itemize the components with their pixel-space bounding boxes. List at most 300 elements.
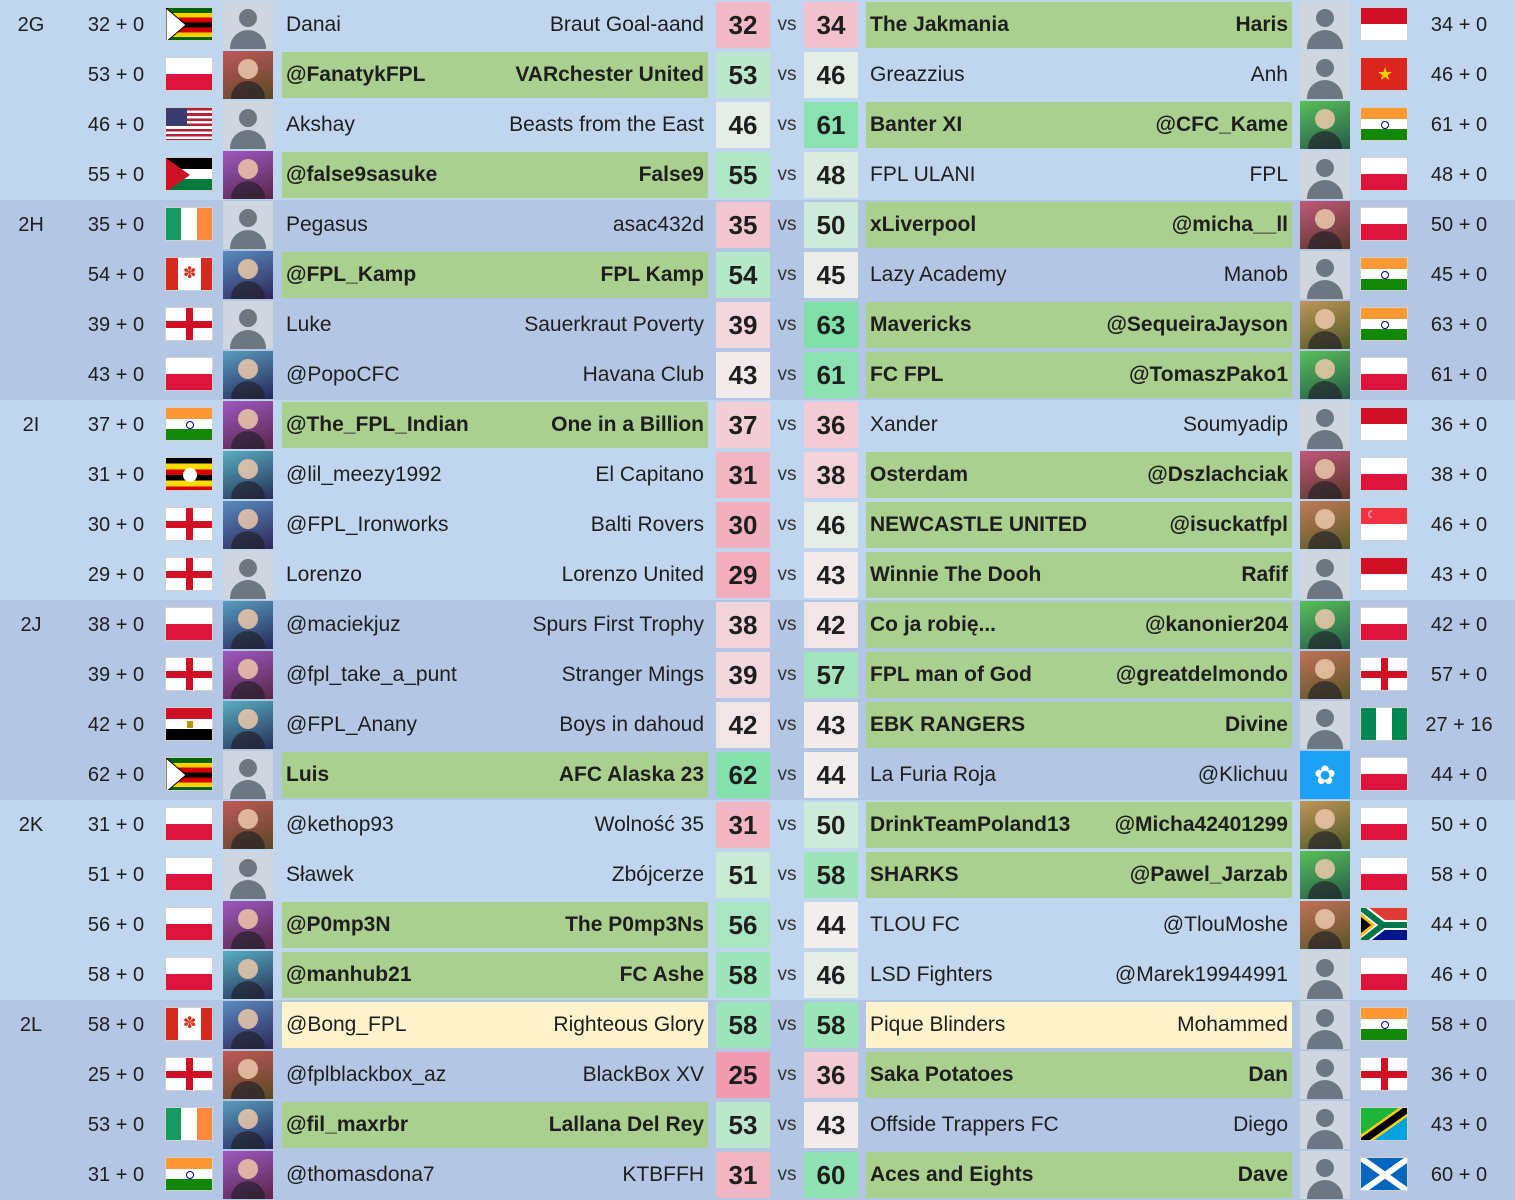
left-score: 39 <box>716 652 770 698</box>
right-team-name: Lazy Academy <box>870 263 1007 286</box>
left-manager-name: @FPL_Anany <box>286 713 418 736</box>
default-avatar <box>223 851 273 899</box>
left-team-name: El Capitano <box>595 463 704 486</box>
left-manager-name: Lorenzo <box>286 563 362 586</box>
left-score: 58 <box>716 952 770 998</box>
photo-avatar <box>223 501 273 549</box>
left-team-name: Havana Club <box>582 363 704 386</box>
left-team-name: Balti Rovers <box>590 513 704 536</box>
right-points: 45 + 0 <box>1430 264 1488 286</box>
right-score: 61 <box>804 102 858 148</box>
left-points: 51 + 0 <box>87 864 145 886</box>
left-team-name: FC Ashe <box>619 963 704 986</box>
left-manager-name: @FanatykFPL <box>286 63 426 86</box>
right-score: 44 <box>804 752 858 798</box>
photo-avatar <box>223 601 273 649</box>
left-score: 62 <box>716 752 770 798</box>
vs-separator: vs <box>777 914 797 935</box>
left-points: 42 + 0 <box>87 714 145 736</box>
left-score: 31 <box>716 452 770 498</box>
vs-separator: vs <box>777 164 797 185</box>
right-points: 36 + 0 <box>1430 414 1488 436</box>
left-points: 58 + 0 <box>87 964 145 986</box>
left-points: 43 + 0 <box>87 364 145 386</box>
left-team-name: Boys in dahoud <box>559 713 704 736</box>
left-manager-name: @fplblackbox_az <box>286 1063 447 1086</box>
left-team-name: The P0mp3Ns <box>565 913 704 936</box>
left-manager-name: Sławek <box>286 863 354 886</box>
vs-separator: vs <box>777 664 797 685</box>
right-points: 34 + 0 <box>1430 14 1488 36</box>
right-manager-name: Soumyadip <box>1182 413 1288 436</box>
left-points: 58 + 0 <box>87 1014 145 1036</box>
match-row <box>0 850 1515 900</box>
india-flag-icon <box>1360 107 1408 141</box>
left-team-name: asac432d <box>612 213 704 236</box>
left-manager-name: Luis <box>286 763 330 786</box>
photo-avatar <box>223 901 273 949</box>
photo-avatar <box>223 701 273 749</box>
left-score: 37 <box>716 402 770 448</box>
england-flag-icon <box>165 657 213 691</box>
match-row <box>0 50 1515 100</box>
right-team-name: FPL ULANI <box>870 163 976 186</box>
default-avatar <box>223 201 273 249</box>
vs-separator: vs <box>777 814 797 835</box>
left-team-name: Braut Goal-aand <box>549 13 704 36</box>
right-entry <box>866 702 1292 748</box>
right-manager-name: Haris <box>1235 13 1288 36</box>
left-points: 53 + 0 <box>87 1114 145 1136</box>
left-manager-name: @Bong_FPL <box>286 1013 407 1036</box>
right-entry <box>866 1052 1292 1098</box>
match-row <box>0 950 1515 1000</box>
left-entry <box>282 402 708 448</box>
match-row <box>0 800 1515 850</box>
left-entry <box>282 1102 708 1148</box>
match-row <box>0 650 1515 700</box>
left-score: 55 <box>716 152 770 198</box>
photo-avatar <box>1300 451 1350 499</box>
right-manager-name: Diego <box>1233 1113 1288 1136</box>
left-points: 46 + 0 <box>87 114 145 136</box>
match-row <box>0 750 1515 800</box>
left-entry <box>282 952 708 998</box>
right-score: 61 <box>804 352 858 398</box>
photo-avatar <box>223 801 273 849</box>
right-score: 36 <box>804 1052 858 1098</box>
photo-avatar <box>1300 851 1350 899</box>
right-manager-name: @Dszlachciak <box>1147 463 1288 486</box>
left-team-name: Beasts from the East <box>509 113 704 136</box>
photo-avatar <box>1300 651 1350 699</box>
poland-flag-icon <box>1360 157 1408 191</box>
right-points: 46 + 0 <box>1430 964 1488 986</box>
default-avatar <box>1300 1001 1350 1049</box>
left-score: 31 <box>716 1152 770 1198</box>
right-team-name: Greazzius <box>870 63 965 86</box>
right-score: 58 <box>804 1002 858 1048</box>
england-flag-icon <box>1360 657 1408 691</box>
left-entry <box>282 102 708 148</box>
default-avatar <box>1300 551 1350 599</box>
vs-separator: vs <box>777 264 797 285</box>
right-score: 50 <box>804 202 858 248</box>
right-score: 46 <box>804 52 858 98</box>
right-points: 36 + 0 <box>1430 1064 1488 1086</box>
right-entry <box>866 252 1292 298</box>
left-entry <box>282 702 708 748</box>
left-team-name: Righteous Glory <box>553 1013 704 1036</box>
left-manager-name: @FPL_Kamp <box>286 263 417 286</box>
left-points: 32 + 0 <box>87 14 145 36</box>
left-manager-name: @kethop93 <box>286 813 394 836</box>
left-team-name: One in a Billion <box>551 413 704 436</box>
photo-avatar <box>223 401 273 449</box>
right-manager-name: Dave <box>1237 1163 1288 1186</box>
photo-avatar <box>223 1001 273 1049</box>
vs-separator: vs <box>777 764 797 785</box>
left-entry <box>282 452 708 498</box>
scotland-flag-icon <box>1360 1157 1408 1191</box>
tanzania-flag-icon <box>1360 1107 1408 1141</box>
left-entry <box>282 252 708 298</box>
right-points: 50 + 0 <box>1430 814 1488 836</box>
vs-separator: vs <box>777 1114 797 1135</box>
left-score: 31 <box>716 802 770 848</box>
right-team-name: La Furia Roja <box>870 763 997 786</box>
vs-separator: vs <box>777 464 797 485</box>
left-manager-name: Danai <box>286 13 341 36</box>
right-entry <box>866 902 1292 948</box>
left-manager-name: @fil_maxrbr <box>286 1113 409 1136</box>
default-avatar <box>223 551 273 599</box>
left-points: 35 + 0 <box>87 214 145 236</box>
left-points: 56 + 0 <box>87 914 145 936</box>
left-team-name: False9 <box>638 163 704 186</box>
right-team-name: Winnie The Dooh <box>870 563 1042 586</box>
right-points: 43 + 0 <box>1430 564 1488 586</box>
right-manager-name: @CFC_Kame <box>1155 113 1288 136</box>
photo-avatar <box>1300 801 1350 849</box>
left-entry <box>282 652 708 698</box>
india-flag-icon <box>165 1157 213 1191</box>
left-points: 54 + 0 <box>87 264 145 286</box>
nigeria-flag-icon <box>1360 707 1408 741</box>
poland-flag-icon <box>165 907 213 941</box>
right-entry <box>866 752 1292 798</box>
right-score: 46 <box>804 502 858 548</box>
right-score: 36 <box>804 402 858 448</box>
left-entry <box>282 752 708 798</box>
match-row <box>0 1100 1515 1150</box>
vs-separator: vs <box>777 414 797 435</box>
left-score: 43 <box>716 352 770 398</box>
left-manager-name: @false9sasuke <box>286 163 438 186</box>
vs-separator: vs <box>777 864 797 885</box>
right-score: 43 <box>804 552 858 598</box>
left-entry <box>282 902 708 948</box>
poland-flag-icon <box>165 57 213 91</box>
right-manager-name: @isuckatfpl <box>1169 513 1288 536</box>
right-points: 27 + 16 <box>1425 714 1493 736</box>
right-team-name: FPL man of God <box>870 663 1032 686</box>
left-team-name: Lorenzo United <box>561 563 704 586</box>
left-points: 39 + 0 <box>87 664 145 686</box>
singapore-flag-icon: ☾ <box>1360 507 1408 541</box>
right-manager-name: FPL <box>1249 163 1288 186</box>
right-entry <box>866 502 1292 548</box>
right-manager-name: @TomaszPako1 <box>1129 363 1288 386</box>
right-manager-name: @greatdelmondo <box>1115 663 1288 686</box>
right-entry <box>866 452 1292 498</box>
default-avatar <box>1300 1101 1350 1149</box>
poland-flag-icon <box>165 607 213 641</box>
right-team-name: FC FPL <box>870 363 944 386</box>
left-manager-name: Luke <box>286 313 332 336</box>
poland-flag-icon <box>1360 757 1408 791</box>
left-manager-name: @lil_meezy1992 <box>286 463 442 486</box>
default-avatar <box>1300 401 1350 449</box>
vs-separator: vs <box>777 714 797 735</box>
photo-avatar <box>1300 901 1350 949</box>
right-points: 46 + 0 <box>1430 514 1488 536</box>
match-row <box>0 600 1515 650</box>
default-avatar <box>223 751 273 799</box>
right-score: 45 <box>804 252 858 298</box>
england-flag-icon <box>165 507 213 541</box>
right-score: 57 <box>804 652 858 698</box>
left-score: 39 <box>716 302 770 348</box>
left-entry <box>282 802 708 848</box>
left-team-name: Zbójcerze <box>611 863 704 886</box>
left-points: 30 + 0 <box>87 514 145 536</box>
left-team-name: Sauerkraut Poverty <box>524 313 704 336</box>
right-score: 43 <box>804 1102 858 1148</box>
match-row <box>0 300 1515 350</box>
right-points: 38 + 0 <box>1430 464 1488 486</box>
group-label: 2H <box>18 214 44 236</box>
england-flag-icon <box>165 1057 213 1091</box>
right-points: 63 + 0 <box>1430 314 1488 336</box>
left-manager-name: @maciekjuz <box>286 613 401 636</box>
match-row <box>0 250 1515 300</box>
right-manager-name: @Micha42401299 <box>1114 813 1288 836</box>
photo-avatar <box>1300 201 1350 249</box>
right-manager-name: @SequeiraJayson <box>1106 313 1288 336</box>
right-team-name: Banter XI <box>870 113 963 136</box>
england-flag-icon <box>1360 1057 1408 1091</box>
match-row <box>0 500 1515 550</box>
right-score: 60 <box>804 1152 858 1198</box>
left-entry <box>282 52 708 98</box>
uganda-flag-icon <box>165 457 213 491</box>
right-entry <box>866 152 1292 198</box>
left-manager-name: Pegasus <box>286 213 368 236</box>
right-team-name: Pique Blinders <box>870 1013 1006 1036</box>
right-manager-name: Rafif <box>1241 563 1288 586</box>
right-entry <box>866 202 1292 248</box>
left-entry <box>282 852 708 898</box>
default-avatar <box>223 101 273 149</box>
poland-flag-icon <box>165 957 213 991</box>
left-manager-name: @PopoCFC <box>286 363 400 386</box>
default-avatar <box>1300 51 1350 99</box>
group-label: 2J <box>20 614 42 636</box>
default-avatar <box>223 301 273 349</box>
right-manager-name: Anh <box>1250 63 1288 86</box>
right-manager-name: @Klichuu <box>1197 763 1288 786</box>
default-avatar <box>1300 701 1350 749</box>
left-score: 29 <box>716 552 770 598</box>
match-row <box>0 900 1515 950</box>
left-score: 51 <box>716 852 770 898</box>
right-manager-name: @Marek19944991 <box>1114 963 1288 986</box>
match-row <box>0 550 1515 600</box>
vs-separator: vs <box>777 14 797 35</box>
left-score: 56 <box>716 902 770 948</box>
right-team-name: The Jakmania <box>870 13 1009 36</box>
india-flag-icon <box>1360 1007 1408 1041</box>
poland-flag-icon <box>165 857 213 891</box>
default-avatar <box>1300 151 1350 199</box>
right-points: 44 + 0 <box>1430 914 1488 936</box>
poland-flag-icon <box>1360 857 1408 891</box>
right-team-name: SHARKS <box>870 863 959 886</box>
right-manager-name: @kanonier204 <box>1144 613 1288 636</box>
right-team-name: Offside Trappers FC <box>870 1113 1059 1136</box>
right-points: 58 + 0 <box>1430 1014 1488 1036</box>
left-team-name: FPL Kamp <box>600 263 704 286</box>
right-team-name: EBK RANGERS <box>870 713 1026 736</box>
match-row <box>0 1000 1515 1050</box>
south-africa-flag-icon <box>1360 907 1408 941</box>
india-flag-icon <box>1360 257 1408 291</box>
left-manager-name: Akshay <box>286 113 355 136</box>
right-entry <box>866 952 1292 998</box>
poland-flag-icon <box>1360 457 1408 491</box>
right-points: 61 + 0 <box>1430 364 1488 386</box>
photo-avatar <box>223 951 273 999</box>
left-score: 53 <box>716 52 770 98</box>
right-entry <box>866 52 1292 98</box>
right-score: 38 <box>804 452 858 498</box>
match-row <box>0 100 1515 150</box>
right-team-name: Mavericks <box>870 313 972 336</box>
right-entry <box>866 352 1292 398</box>
right-entry <box>866 402 1292 448</box>
photo-avatar <box>223 1101 273 1149</box>
default-avatar <box>1300 1051 1350 1099</box>
right-entry <box>866 2 1292 48</box>
vs-separator: vs <box>777 214 797 235</box>
vs-separator: vs <box>777 114 797 135</box>
left-score: 38 <box>716 602 770 648</box>
twitter-avatar: ✿ <box>1300 751 1350 799</box>
vs-separator: vs <box>777 614 797 635</box>
left-points: 29 + 0 <box>87 564 145 586</box>
left-entry <box>282 1152 708 1198</box>
right-manager-name: Dan <box>1248 1063 1288 1086</box>
left-entry <box>282 602 708 648</box>
left-entry <box>282 1052 708 1098</box>
right-score: 48 <box>804 152 858 198</box>
left-score: 32 <box>716 2 770 48</box>
group-label: 2L <box>19 1014 43 1036</box>
right-entry <box>866 102 1292 148</box>
zimbabwe-flag-icon <box>165 7 213 41</box>
vs-separator: vs <box>777 564 797 585</box>
ireland-flag-icon <box>165 1107 213 1141</box>
indonesia-flag-icon <box>1360 7 1408 41</box>
left-points: 25 + 0 <box>87 1064 145 1086</box>
photo-avatar <box>223 1051 273 1099</box>
left-points: 31 + 0 <box>87 464 145 486</box>
vs-separator: vs <box>777 1014 797 1035</box>
right-entry <box>866 302 1292 348</box>
left-team-name: BlackBox XV <box>582 1063 704 1086</box>
left-team-name: Lallana Del Rey <box>548 1113 704 1136</box>
right-team-name: Xander <box>870 413 938 436</box>
match-row <box>0 1050 1515 1100</box>
right-score: 46 <box>804 952 858 998</box>
right-team-name: Osterdam <box>870 463 969 486</box>
right-team-name: Aces and Eights <box>870 1163 1034 1186</box>
right-points: 44 + 0 <box>1430 764 1488 786</box>
ireland-flag-icon <box>165 207 213 241</box>
right-manager-name: @Pawel_Jarzab <box>1129 863 1288 886</box>
left-team-name: AFC Alaska 23 <box>558 763 704 786</box>
right-points: 57 + 0 <box>1430 664 1488 686</box>
default-avatar <box>1300 1151 1350 1199</box>
left-score: 53 <box>716 1102 770 1148</box>
vs-separator: vs <box>777 364 797 385</box>
right-manager-name: Mohammed <box>1177 1013 1288 1036</box>
right-points: 43 + 0 <box>1430 1114 1488 1136</box>
left-entry <box>282 1002 708 1048</box>
left-score: 54 <box>716 252 770 298</box>
right-points: 60 + 0 <box>1430 1164 1488 1186</box>
match-row <box>0 350 1515 400</box>
right-entry <box>866 802 1292 848</box>
right-score: 43 <box>804 702 858 748</box>
england-flag-icon <box>165 307 213 341</box>
default-avatar <box>1300 951 1350 999</box>
left-score: 42 <box>716 702 770 748</box>
photo-avatar <box>1300 501 1350 549</box>
right-points: 46 + 0 <box>1430 64 1488 86</box>
left-entry <box>282 152 708 198</box>
default-avatar <box>223 1 273 49</box>
left-points: 38 + 0 <box>87 614 145 636</box>
match-row <box>0 450 1515 500</box>
group-label: 2G <box>17 14 45 36</box>
left-score: 46 <box>716 102 770 148</box>
right-team-name: LSD Fighters <box>870 963 993 986</box>
photo-avatar <box>223 151 273 199</box>
left-manager-name: @manhub21 <box>286 963 412 986</box>
right-manager-name: @micha__ll <box>1171 213 1288 236</box>
right-entry <box>866 1102 1292 1148</box>
left-manager-name: @The_FPL_Indian <box>286 413 469 436</box>
vs-separator: vs <box>777 64 797 85</box>
photo-avatar <box>223 251 273 299</box>
left-points: 37 + 0 <box>87 414 145 436</box>
group-label: 2K <box>18 814 44 836</box>
right-points: 50 + 0 <box>1430 214 1488 236</box>
poland-flag-icon <box>1360 357 1408 391</box>
photo-avatar <box>223 651 273 699</box>
